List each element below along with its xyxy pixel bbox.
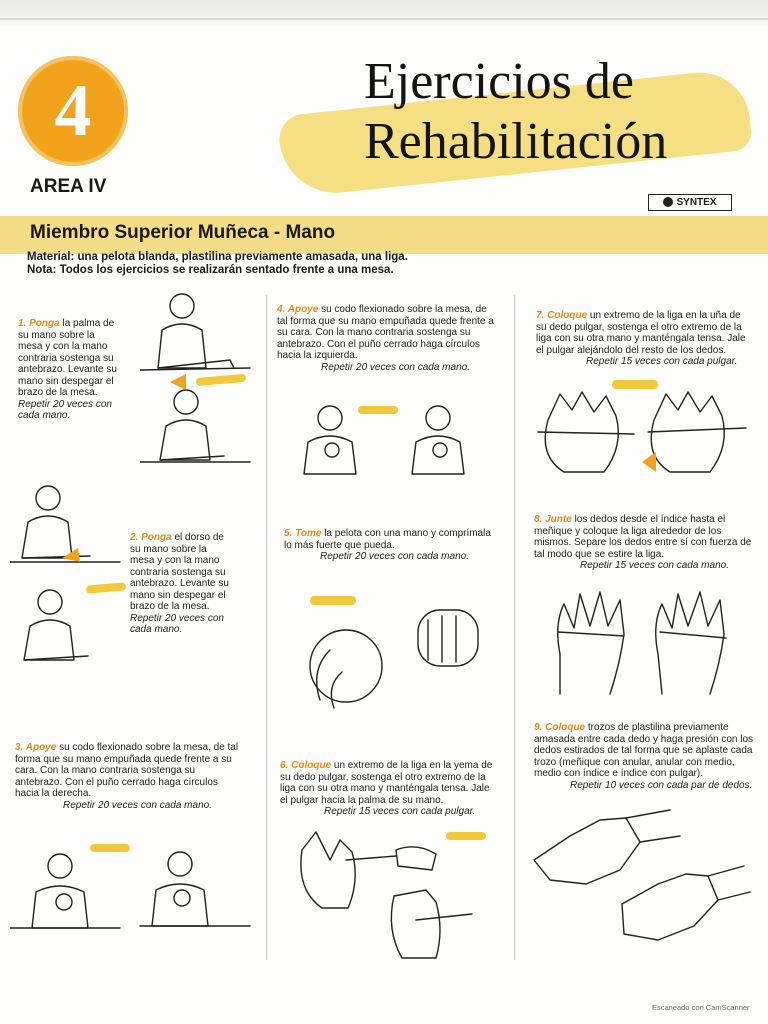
exercise-4-text: su codo flexionado sobre la mesa, de tal forma que su mano empuñada quede frente a su cara. Con la mano contraria sostenga su antebrazo. Con el puño cerrado haga círculos hacia la izquierda. [277,304,494,361]
exercise-2-num: 2. Ponga [130,532,172,543]
exercise-7 [536,310,750,368]
exercise-1-text: la palma de su mano sobre la mesa y con la mano contraria sostenga su antebrazo. Levante su mano sin despegar el brazo de la mesa. [18,318,117,398]
exercise-1-illustration [140,290,260,480]
exercise-1 [18,318,118,422]
exercise-3-illustration [10,836,260,936]
exercise-4-illustration [290,396,490,476]
exercise-5 [284,528,499,563]
exercise-5-text: la pelota con una mano y comprímala lo más fuerte que pueda. [284,528,491,551]
material-text: Material: una pelota blanda, plastilina previamente amasada, una liga. [27,251,408,263]
exercise-7-text: un extremo de la liga en la uña de su dedo pulgar, sostenga el otro extremo de la liga con su otra mano y manténgala tensa. Jale el pulgar alejándolo del resto de los dedos. [536,310,746,356]
exercise-6-num: 6. Coloque [280,760,332,771]
exercise-8-num: 8. Junte [534,514,572,525]
exercise-9-text: trozos de plastilina previamente amasada entre cada dedo y haga presión con los dedos estirados de tal forma que se aplaste cada trozo (meñique con anular, anular con medio, medio con índice e índice con pulgar). [534,722,754,779]
exercise-8-text: los dedos desde el índice hasta el meñique y coloque la liga alrededor de los mismos. Separe los dedos entre sí con fuerza de tal modo que se estire la liga. [534,514,752,560]
exercise-3 [15,742,243,811]
exercise-5-rep: Repetir 20 veces con cada mano. [320,551,469,562]
exercise-2 [130,532,230,636]
area-label: AREA IV [30,176,107,197]
exercise-9-num: 9. Coloque [534,722,586,733]
scanner-watermark: Escaneado con CamScanner [652,1003,750,1012]
exercise-6-text: un extremo de la liga en la yema de su dedo pulgar, sostenga el otro extremo de la liga con su otra mano y manténgala tensa. Jale el pulgar hacia la palma de su mano. [280,760,493,806]
exercise-3-num: 3. Apoye [15,742,57,753]
scan-top-edge [0,0,768,26]
exercise-5-num: 5. Tome [284,528,322,539]
exercise-4 [277,304,499,373]
exercise-9-rep: Repetir 10 veces con cada par de dedos. [570,779,753,791]
page-title-line1: Ejercicios de [364,53,634,110]
exercise-6 [280,760,498,818]
exercise-8 [534,514,752,572]
exercise-6-illustration [286,820,501,970]
brand-logo [648,194,732,211]
material-note [27,251,408,277]
page-title-line2: Rehabilitación [364,113,668,170]
exercise-9 [534,722,754,791]
exercise-2-text: el dorso de su mano sobre la mesa y con la mano contraria sostenga su antebrazo. Levante su mano sin despegar el brazo de la mesa. [130,532,229,612]
brand-logo-mark [663,197,673,207]
exercise-4-rep: Repetir 20 veces con cada mano. [321,361,470,373]
exercise-4-num: 4. Apoye [277,304,319,315]
exercise-7-num: 7. Coloque [536,310,588,321]
exercise-9-illustration [530,806,755,956]
section-number: 4 [54,70,92,152]
exercise-1-rep: Repetir 20 veces con cada mano. [18,398,112,421]
column-divider-1 [266,295,267,960]
note-text: Nota: Todos los ejercicios se realizarán sentado frente a una mesa. [27,264,394,276]
exercise-7-rep: Repetir 15 veces con cada pulgar. [586,356,738,367]
exercise-2-rep: Repetir 20 veces con cada mano. [130,612,224,635]
exercise-1-num: 1. Ponga [18,318,60,329]
exercise-3-rep: Repetir 20 veces con cada mano. [63,799,212,811]
exercise-7-illustration [534,376,754,486]
exercise-2-illustration [10,480,130,670]
exercise-8-rep: Repetir 15 veces con cada mano. [580,560,729,571]
column-divider-2 [514,295,515,960]
scan-top-line [0,18,768,20]
section-subtitle: Miembro Superior Muñeca - Mano [30,222,336,243]
exercise-3-text: su codo flexionado sobre la mesa, de tal forma que su mano empuñada quede frente a su cara. Con la mano contraria sostenga su antebrazo. Con el puño cerrado haga círculos hacia la derecha. [15,742,239,799]
brand-name: SYNTEX [676,197,717,208]
exercise-5-illustration [290,590,500,720]
exercise-6-rep: Repetir 15 veces con cada pulgar. [324,806,476,817]
exercise-8-illustration [540,584,755,709]
